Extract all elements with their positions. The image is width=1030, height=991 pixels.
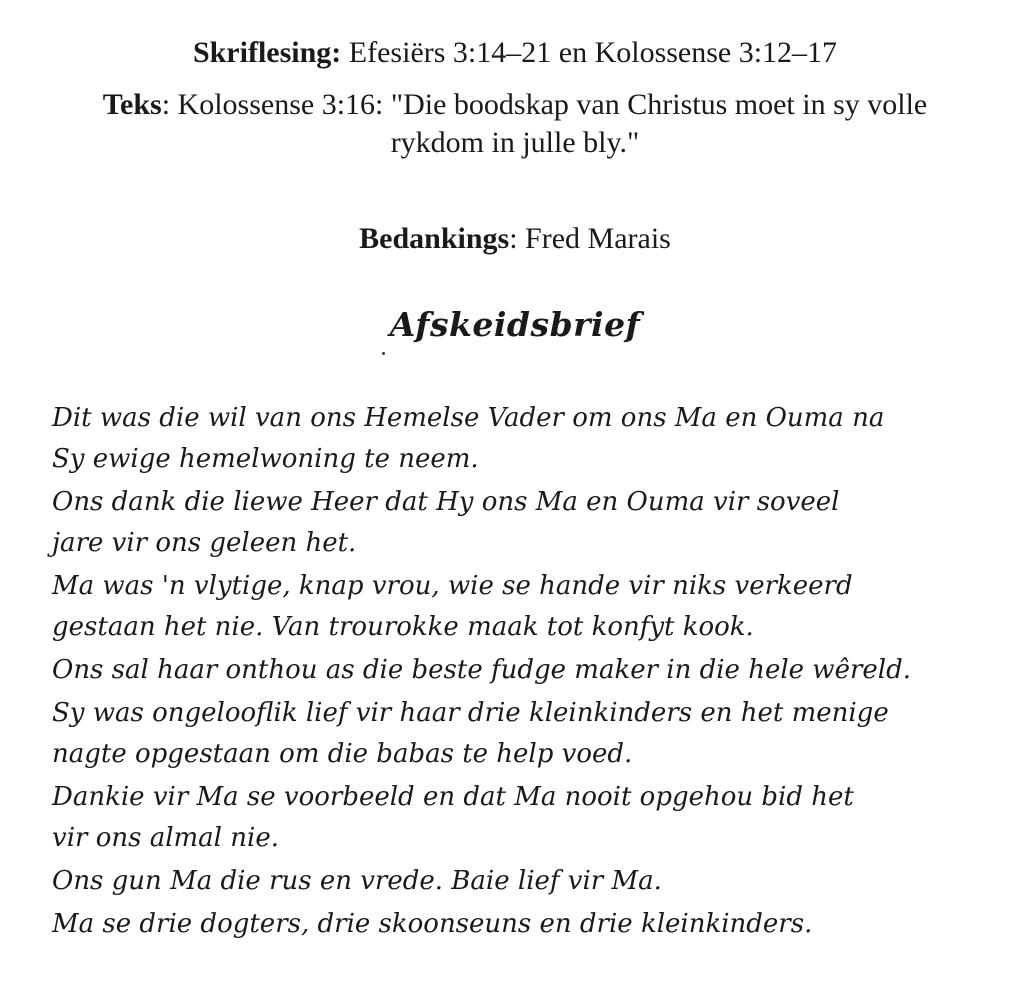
letter-line: Dit was die wil van ons Hemelse Vader om ons Ma en Ouma na	[52, 403, 885, 433]
thanks-name: : Fred Marais	[509, 222, 671, 255]
letter-line: gestaan het nie. Van trourokke maak tot konfyt kook.	[52, 612, 754, 642]
letter-signature	[52, 904, 1002, 945]
thanks-label: Bedankings	[359, 222, 510, 255]
letter-paragraph	[52, 398, 1002, 480]
scripture-reading-label: Skriflesing:	[192, 36, 342, 69]
farewell-letter	[52, 398, 1002, 947]
thanks-line	[0, 222, 1030, 256]
letter-title: Afskeidsbrief	[389, 305, 641, 344]
letter-paragraph	[52, 777, 1002, 859]
letter-paragraph	[52, 861, 1002, 902]
text-reference: : Kolossense 3:16: "Die boodskap van Christus moet in sy volle	[161, 88, 928, 121]
text-label: Teks	[102, 88, 162, 121]
speck-mark	[382, 352, 385, 355]
letter-line: Sy was ongelooflik lief vir haar drie kleinkinders en het menige	[52, 698, 889, 728]
letter-paragraph	[52, 482, 1002, 564]
letter-paragraph	[52, 693, 1002, 775]
letter-paragraph	[52, 566, 1002, 648]
letter-line: Ons dank die liewe Heer dat Hy ons Ma en Ouma vir soveel	[52, 487, 840, 517]
text-line-1	[0, 88, 1030, 122]
letter-line: Sy ewige hemelwoning te neem.	[52, 444, 479, 474]
scripture-reading-text: Efesiërs 3:14–21 en Kolossense 3:12–17	[341, 36, 838, 69]
letter-line: Dankie vir Ma se voorbeeld en dat Ma nooit opgehou bid het	[52, 782, 854, 812]
letter-line: nagte opgestaan om die babas te help voed.	[52, 739, 633, 769]
letter-line: Ma was 'n vlytige, knap vrou, wie se hande vir niks verkeerd	[52, 571, 853, 601]
letter-line: vir ons almal nie.	[52, 823, 279, 853]
scripture-reading-line	[0, 36, 1030, 70]
letter-line: Ons sal haar onthou as die beste fudge maker in die hele wêreld.	[52, 655, 911, 685]
letter-paragraph	[52, 650, 1002, 691]
letter-line: jare vir ons geleen het.	[52, 528, 357, 558]
letter-line: Ma se drie dogters, drie skoonseuns en drie kleinkinders.	[52, 909, 813, 939]
text-line-2: rykdom in julle bly."	[390, 126, 640, 159]
letter-line: Ons gun Ma die rus en vrede. Baie lief vir Ma.	[52, 866, 662, 896]
